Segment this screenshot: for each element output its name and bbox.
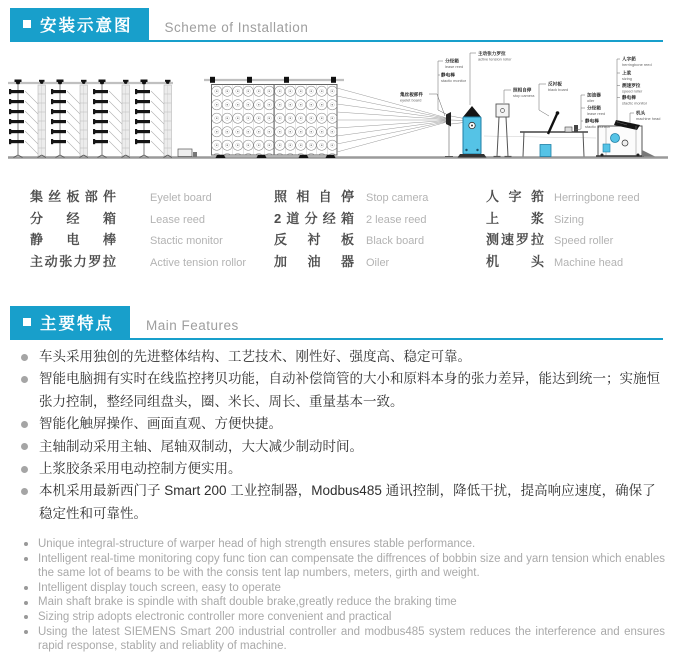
svg-text:静电棒: 静电棒: [441, 72, 455, 78]
legend-term-en: Oiler: [366, 256, 390, 269]
legend-column-1: [30, 186, 246, 272]
svg-text:加油器: 加油器: [587, 92, 601, 98]
label-lease-reed-1: [438, 58, 463, 115]
installation-title-en: Scheme of Installation: [164, 20, 309, 35]
label-stop-camera: [504, 87, 535, 104]
legend-item: [486, 229, 640, 251]
svg-text:stactic monitor: stactic monitor: [585, 124, 611, 129]
feature-text-en: Intelligent real-time monitoring copy func tion can compensate the diffrences of bobbin size and yarn tension which enables the same lot of beams to be with the consis tent lap numbers, meters, girth and weight.: [38, 552, 665, 580]
features-title-cn: 主要特点: [40, 315, 114, 333]
legend-term-cn: 机头: [486, 253, 544, 269]
bullet-icon: [21, 421, 28, 428]
legend-term-en: Sizing: [554, 213, 584, 226]
svg-text:oiler: oiler: [587, 98, 595, 103]
bullet-icon: [21, 354, 28, 361]
svg-text:lease reed: lease reed: [587, 111, 606, 116]
legend-item: [486, 208, 640, 230]
bullet-icon: [24, 615, 28, 619]
legend-term-en: Herringbone reed: [554, 192, 640, 204]
stop-camera-stand: [494, 104, 512, 157]
bullet-icon: [21, 443, 28, 450]
feature-text-en: Main shaft brake is spindle with shaft double brake,greatly reduce the braking time: [38, 596, 457, 609]
feature-text-cn: 主轴制动采用主轴、尾轴双制动，大大减少制动时间。: [39, 438, 363, 454]
legend-term-en: Stactic monitor: [150, 235, 223, 247]
feature-item-en: [22, 537, 665, 552]
feature-item-en: [22, 610, 665, 625]
feature-text-cn: 车头采用独创的先进整体结构、工艺技术、刚性好、强度高、稳定可靠。: [39, 349, 471, 364]
features-title-en: Main Features: [146, 318, 239, 333]
legend-term-cn: 2道分经箱: [274, 210, 354, 226]
feature-item-en: [22, 595, 665, 610]
feature-text-en: Intelligent display touch screen, easy to operate: [38, 581, 281, 594]
svg-text:人字筘: 人字筘: [622, 56, 636, 62]
feature-item-cn: [20, 346, 662, 368]
bullet-icon: [24, 586, 28, 590]
legend-term-cn: 照相自停: [274, 189, 354, 204]
feature-item-cn: [20, 458, 662, 480]
legend-item: [30, 251, 246, 273]
label-machine-head: [630, 110, 660, 124]
svg-text:lease reed: lease reed: [445, 64, 464, 69]
legend-term-cn: 上浆: [486, 210, 544, 226]
bullet-icon: [24, 601, 28, 605]
legend-item: [274, 251, 428, 273]
installation-diagram: [0, 46, 673, 180]
feature-text-en: Sizing strip adopts electronic controller more convenient and practical: [38, 610, 392, 623]
eyelet-board: [445, 112, 464, 157]
svg-text:测速罗拉: 测速罗拉: [622, 83, 641, 88]
svg-text:stactic monitor: stactic monitor: [622, 100, 648, 106]
svg-text:herringbone reed: herringbone reed: [622, 62, 652, 67]
legend-term-cn: 测速罗拉: [486, 232, 544, 247]
legend-item: [486, 186, 640, 208]
feature-item-cn: [20, 436, 662, 458]
label-speed-roller: [617, 82, 643, 94]
svg-text:speed roller: speed roller: [622, 88, 643, 94]
label-static-monitor-1: [438, 72, 467, 84]
legend-item: [274, 229, 428, 251]
feature-item-en: [22, 625, 665, 654]
legend-term-en: Black board: [366, 235, 425, 247]
feature-text-cn: 智能电脑拥有实时在线监控拷贝功能，自动补偿筒管的大小和原料本身的张力差异，能达到统一；实施恒张力控制，整经同组盘头，圈、米长、周长、重量基本一致。: [39, 371, 660, 409]
feature-text-en: Unique integral-structure of warper head of high strength ensures stable performance.: [38, 538, 476, 550]
bullet-icon: [24, 630, 28, 634]
legend-item: [274, 208, 428, 230]
features-title-box: [10, 306, 130, 338]
feature-text-cn: 本机采用最新西门子 Smart 200 工业控制器，Modbus485 通讯控制，降低干扰，提高响应速度，确保了稳定性和可靠性。: [39, 483, 656, 521]
svg-text:主动张力罗拉: 主动张力罗拉: [478, 51, 506, 56]
svg-text:machine head: machine head: [636, 116, 661, 121]
bullet-icon: [24, 557, 28, 561]
legend-term-en: Stop camera: [366, 192, 429, 204]
legend-term-cn: 分经箱: [30, 210, 116, 226]
svg-text:上浆: 上浆: [622, 70, 632, 76]
legend-column-2: [274, 186, 428, 272]
legend-term-cn: 集丝板部件: [30, 189, 116, 204]
legend-term-cn: 静电棒: [30, 232, 116, 247]
legend-item: [486, 251, 640, 273]
features-list-en: [22, 537, 665, 654]
svg-text:集丝板部件: 集丝板部件: [400, 92, 423, 97]
svg-text:black board: black board: [548, 87, 569, 92]
svg-text:分经箱: 分经箱: [445, 58, 459, 64]
svg-text:eyelet board: eyelet board: [400, 97, 422, 103]
legend-term-cn: 加油器: [274, 253, 354, 269]
svg-text:stop camera: stop camera: [513, 93, 535, 98]
creel-side-view: [8, 80, 197, 158]
label-black-board: [539, 81, 568, 117]
svg-text:反衬板: 反衬板: [548, 81, 562, 87]
label-lease-reed-2: [581, 105, 605, 117]
svg-text:静电棒: 静电棒: [585, 118, 599, 124]
legend-item: [30, 186, 246, 208]
features-section-header: [10, 306, 663, 340]
installation-section-header: [10, 8, 663, 42]
svg-text:机头: 机头: [636, 110, 646, 116]
feature-item-en: [22, 581, 665, 596]
feature-text-en: Using the latest SIEMENS Smart 200 industrial controller and modbus485 system reduces the interference and ensures rapid response, stablity and reliablity of machine.: [38, 625, 665, 653]
label-static-monitor-2: [581, 118, 611, 130]
sizing-table: [520, 111, 588, 156]
svg-text:照相自停: 照相自停: [513, 87, 532, 93]
yarn-lines: [337, 88, 447, 152]
svg-text:sizing: sizing: [622, 76, 632, 81]
legend-item: [30, 208, 246, 230]
feature-item-cn: [20, 480, 662, 525]
legend-term-en: Machine head: [554, 256, 624, 269]
label-static-monitor-3: [617, 94, 648, 106]
legend-term-en: Eyelet board: [150, 192, 212, 204]
svg-text:stactic monitor: stactic monitor: [441, 78, 467, 83]
label-active-tension-roller: [470, 50, 512, 105]
installation-title-box: [10, 8, 149, 40]
legend-term-en: Active tension rollor: [150, 256, 246, 269]
svg-text:静电棒: 静电棒: [622, 95, 636, 100]
installation-title-cn: 安装示意图: [40, 17, 133, 35]
legend-term-cn: 反衬板: [274, 232, 354, 247]
square-bullet-icon: [23, 318, 31, 326]
svg-text:active tension rollor: active tension rollor: [478, 56, 512, 62]
feature-item-cn: [20, 368, 662, 413]
bullet-icon: [24, 542, 28, 546]
legend: [0, 186, 673, 274]
square-bullet-icon: [23, 20, 31, 28]
creel-front-view: [204, 77, 344, 158]
legend-item: [274, 186, 428, 208]
bullet-icon: [21, 466, 28, 473]
features-list-cn: [20, 346, 662, 525]
legend-term-cn: 人字筘: [486, 189, 544, 204]
legend-item: [30, 229, 246, 251]
feature-text-cn: 智能化触屏操作、画面直观、方便快捷。: [39, 416, 282, 432]
legend-term-en: Speed roller: [554, 235, 614, 247]
feature-item-cn: [20, 413, 662, 435]
legend-term-cn: 主动张力罗拉: [30, 253, 116, 269]
legend-column-3: [486, 186, 640, 272]
bullet-icon: [21, 376, 28, 383]
feature-text-cn: 上浆胶条采用电动控制方便实用。: [39, 461, 242, 477]
bullet-icon: [21, 488, 28, 495]
feature-item-en: [22, 552, 665, 581]
legend-term-en: 2 lease reed: [366, 213, 427, 226]
svg-text:分经箱: 分经箱: [587, 105, 601, 111]
label-sizing: [617, 70, 632, 82]
legend-term-en: Lease reed: [150, 213, 206, 226]
